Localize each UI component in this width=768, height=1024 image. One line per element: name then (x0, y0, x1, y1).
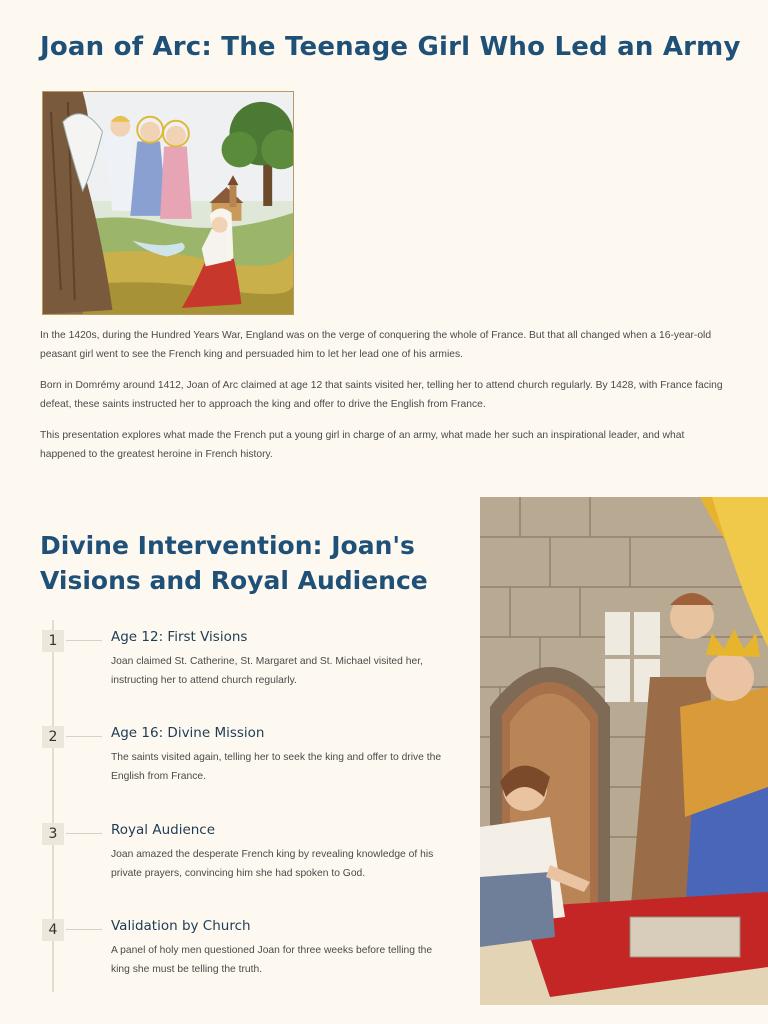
timeline-description: Joan claimed St. Catherine, St. Margaret and St. Michael visited her, instructing her to attend church regularly. (111, 656, 423, 686)
intro-text (40, 327, 728, 477)
joan-visions-illustration (42, 91, 294, 315)
timeline-title: Age 16: Divine Mission (111, 725, 265, 741)
intro-paragraph: This presentation explores what made the French put a young girl in charge of an army, what made her such an inspirational leader, and what happened to the greatest heroine in French history. (40, 430, 685, 460)
timeline-number: 1 (42, 630, 64, 652)
timeline-number: 2 (42, 726, 64, 748)
timeline-title: Royal Audience (111, 822, 216, 838)
timeline (40, 620, 450, 992)
royal-audience-illustration (480, 497, 768, 1005)
timeline-connector (66, 833, 102, 834)
timeline-title: Age 12: First Visions (111, 629, 248, 645)
timeline-number: 4 (42, 919, 64, 941)
page-title: Joan of Arc: The Teenage Girl Who Led an Army (40, 32, 741, 62)
timeline-description: A panel of holy men questioned Joan for three weeks before telling the king she must be telling the truth. (111, 945, 433, 975)
timeline-description: The saints visited again, telling her to seek the king and offer to drive the English from France. (111, 752, 442, 782)
timeline-number: 3 (42, 823, 64, 845)
intro-paragraph: Born in Domrémy around 1412, Joan of Arc claimed at age 12 that saints visited her, telling her to attend church regularly. By 1428, with France facing defeat, these saints instructed her to approach the king and offer to drive the English from France. (40, 380, 723, 410)
timeline-connector (66, 640, 102, 641)
section-heading: Divine Intervention: Joan's Visions and Royal Audience (40, 531, 428, 595)
timeline-connector (66, 929, 102, 930)
timeline-description: Joan amazed the desperate French king by revealing knowledge of his private prayers, convincing him she had spoken to God. (111, 849, 434, 879)
timeline-connector (66, 736, 102, 737)
timeline-title: Validation by Church (111, 918, 251, 934)
intro-paragraph: In the 1420s, during the Hundred Years War, England was on the verge of conquering the whole of France. But that all changed when a 16-year-old peasant girl went to see the French king and persuaded him to let her lead one of his armies. (40, 330, 712, 360)
